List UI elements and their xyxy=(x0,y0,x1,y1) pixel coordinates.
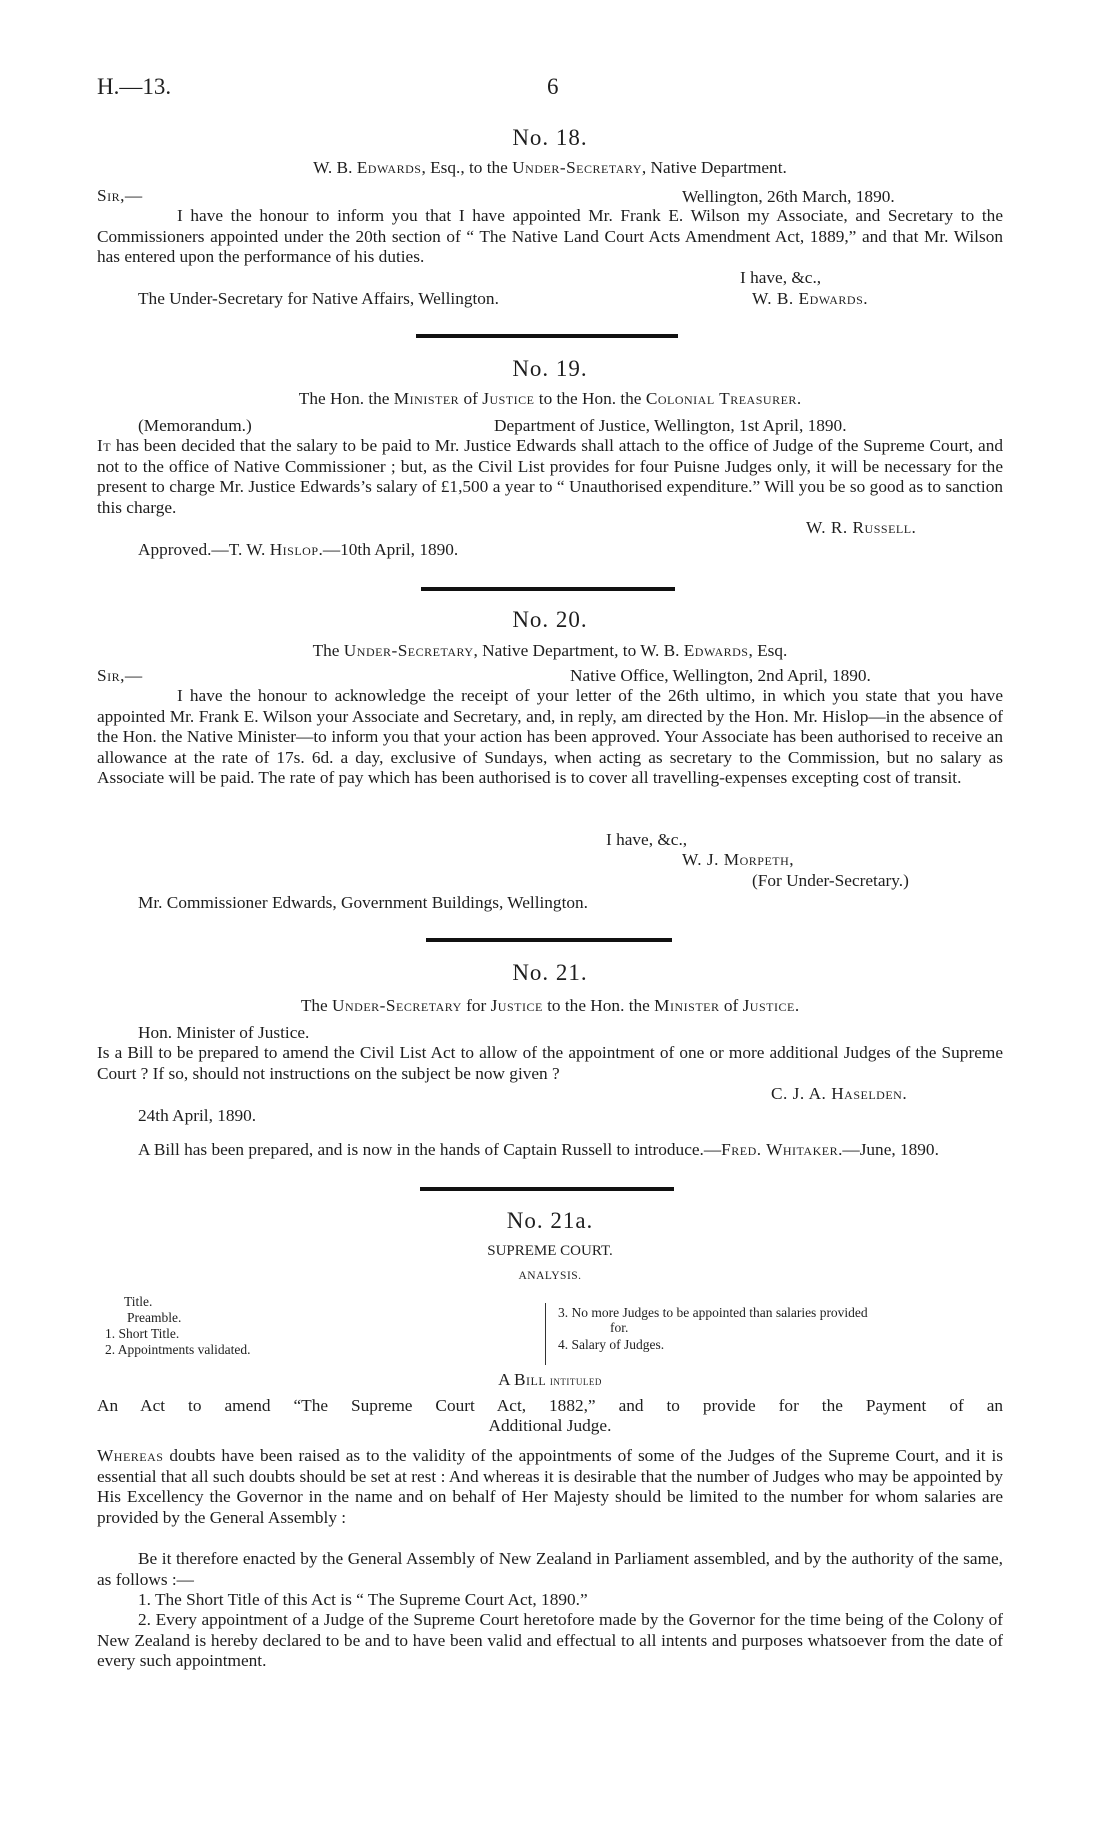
running-header xyxy=(97,74,1003,104)
doc20-heading: The Under-Secretary, Native Department, to W. B. Edwards, Esq. xyxy=(312,641,788,660)
analysis-left-item: Preamble. xyxy=(127,1310,182,1325)
section-2: 2. Every appointment of a Judge of the Supreme Court heretofore made by the Governor for the time being of the Colony of New Zealand is hereby declared to be and to have been valid and effectual to all intents and purposes whatsoever from the date of every such appointment. xyxy=(97,1610,1003,1670)
doc18-heading: W. B. Edwards, Esq., to the Under-Secretary, Native Department. xyxy=(313,158,787,177)
doc18-salutation: Sir,— xyxy=(97,186,143,205)
doc18-addressee: The Under-Secretary for Native Affairs, Wellington. xyxy=(138,289,499,308)
section-divider xyxy=(426,938,672,942)
doc19-body: It has been decided that the salary to be paid to Mr. Justice Edwards shall attach to the office of Judge of the Supreme Court, and not to the office of Native Commissioner ; but, as the Civil List provides for four Puisne Judges only, it will be necessary for the present to charge Mr. Justice Edwards’s salary of £1,500 a year to “ Unauthorised expenditure.” Will you be so good as to sanction this charge. xyxy=(97,436,1003,517)
doc19-memo: (Memorandum.) xyxy=(138,416,252,435)
page-number: 6 xyxy=(547,74,559,99)
analysis-right-item: 3. No more Judges to be appointed than salaries provided xyxy=(558,1305,868,1320)
section-divider xyxy=(421,587,675,591)
doc21a-number: No. 21a. xyxy=(506,1208,594,1233)
document-reference: H.—13. xyxy=(97,74,172,99)
doc18-body: I have the honour to inform you that I have appointed Mr. Frank E. Wilson my Associate, and Secretary to the Commissioners appointed under the 20th section of “ The Native Land Court Acts Amendment Act, 1889,” and that Mr. Wilson has entered upon the performance of his duties. xyxy=(97,206,1003,266)
analysis-right-item: 4. Salary of Judges. xyxy=(558,1337,665,1352)
section-1: 1. The Short Title of this Act is “ The Supreme Court Act, 1890.” xyxy=(138,1590,588,1609)
doc19-approval: Approved.—T. W. Hislop.—10th April, 1890. xyxy=(138,540,459,559)
doc20-salutation: Sir,— xyxy=(97,666,143,685)
doc19-dateline: Department of Justice, Wellington, 1st April, 1890. xyxy=(494,416,847,435)
enacting-clause: Be it therefore enacted by the General Assembly of New Zealand in Parliament assembled, and by the authority of the same, as follows :— xyxy=(97,1549,1003,1589)
doc18-closing: I have, &c., xyxy=(740,268,822,287)
analysis-column-divider xyxy=(545,1303,546,1365)
doc20-signature-note: (For Under-Secretary.) xyxy=(752,871,909,890)
doc21-body: Is a Bill to be prepared to amend the Civil List Act to allow of the appointment of one or more additional Judges of the Supreme Court ? If so, should not instructions on the subject be now given ? xyxy=(97,1043,1003,1083)
section-divider xyxy=(420,1187,674,1191)
doc20-number: No. 20. xyxy=(512,607,588,632)
analysis-right-item-cont: for. xyxy=(610,1320,629,1335)
doc20-addressee: Mr. Commissioner Edwards, Government Buildings, Wellington. xyxy=(138,893,588,912)
preamble: Whereas doubts have been raised as to the validity of the appointments of some of the Judges of the Supreme Court, and it is essential that all such doubts should be set at rest : And whereas it is desirable that the number of Judges who may be appointed by His Excellency the Governor in the name and on behalf of Her Majesty should be limited to the number for whom salaries are provided by the General Assembly : xyxy=(97,1446,1003,1527)
doc18-dateline: Wellington, 26th March, 1890. xyxy=(682,187,895,206)
doc19-signature: W. R. Russell. xyxy=(806,518,917,537)
doc20-closing: I have, &c., xyxy=(606,830,688,849)
analysis-left-item: 1. Short Title. xyxy=(105,1326,180,1341)
doc21-heading: The Under-Secretary for Justice to the Hon. the Minister of Justice. xyxy=(300,996,800,1015)
doc21-to: Hon. Minister of Justice. xyxy=(138,1023,310,1042)
section-divider xyxy=(416,334,678,338)
doc18-number: No. 18. xyxy=(512,125,588,150)
doc21-number: No. 21. xyxy=(512,960,588,985)
doc21a-court: SUPREME COURT. xyxy=(487,1243,613,1259)
analysis-left-item: 2. Appointments validated. xyxy=(105,1342,251,1357)
doc19-heading: The Hon. the Minister of Justice to the Hon. the Colonial Treasurer. xyxy=(298,389,802,408)
act-long-title-line2: Additional Judge. xyxy=(488,1416,612,1435)
analysis-left-item: Title. xyxy=(124,1294,153,1309)
doc20-body: I have the honour to acknowledge the receipt of your letter of the 26th ultimo, in which you state that you have appointed Mr. Frank E. Wilson your Associate and Secretary, and, in reply, am directed by the Hon. Mr. Hislop—in the absence of the Hon. the Native Minister—to inform you that your action has been approved. Your Associate has been authorised to receive an allowance at the rate of 17s. 6d. a day, exclusive of Sundays, when acting as secretary to the Commission, but no salary as Associate will be paid. The rate of pay which has been authorised is to cover all travelling-expenses excepting cost of transit. xyxy=(97,686,1003,787)
doc21-date: 24th April, 1890. xyxy=(138,1106,257,1125)
doc21-reply: A Bill has been prepared, and is now in the hands of Captain Russell to introduce.—Fred. Whitaker.—June, 1890. xyxy=(138,1140,939,1159)
doc20-dateline: Native Office, Wellington, 2nd April, 1890. xyxy=(570,666,871,685)
doc21a-analysis-heading: ANALYSIS. xyxy=(518,1270,582,1282)
act-long-title-line1: An Act to amend “The Supreme Court Act, 1882,” and to provide for the Payment of an xyxy=(97,1396,1003,1415)
doc18-signature: W. B. Edwards. xyxy=(752,289,869,308)
doc21-signature: C. J. A. Haselden. xyxy=(771,1084,908,1103)
bill-title: A Bill intituled xyxy=(498,1370,602,1389)
doc19-number: No. 19. xyxy=(512,356,588,381)
doc20-signature: W. J. Morpeth, xyxy=(682,850,795,869)
